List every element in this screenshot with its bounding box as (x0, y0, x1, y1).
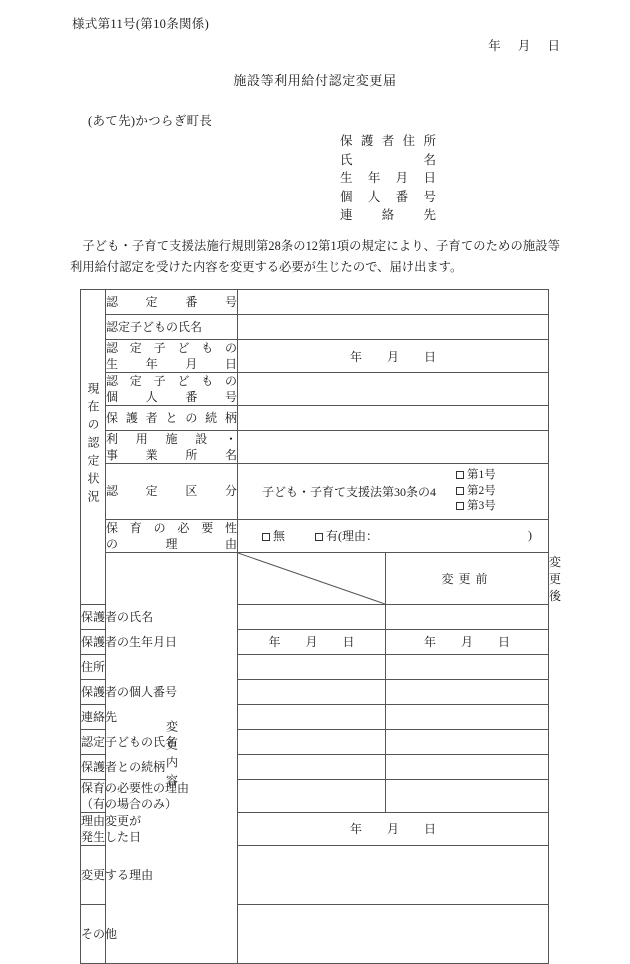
field-guardian-birthdate-before[interactable]: 年 月 日 (238, 629, 386, 654)
row-label-change-relationship: 保 護 者 と の 続 柄 (81, 754, 106, 779)
checkbox-option-3[interactable]: 第3号 (456, 499, 548, 515)
row-label-change-childcare-reason: 保育の必要性の理由 （有の場合のみ） (81, 780, 190, 811)
field-change-child-name-after[interactable] (386, 729, 549, 754)
field-guardian-name-after[interactable] (386, 604, 549, 629)
field-change-childcare-reason-before[interactable] (238, 779, 386, 812)
reason-paren-close: ) (528, 528, 533, 542)
form-number: 様式第11号(第10条関係) (72, 17, 210, 31)
section-current-vertical-label: 現在の認定状況 (81, 290, 106, 605)
date-month-label: 月 (517, 39, 531, 53)
table-row (81, 464, 549, 520)
field-change-relationship-after[interactable] (386, 754, 549, 779)
guardian-birthdate-label: 生 年 月 日 (340, 171, 436, 185)
guardian-contact-label: 連 絡 先 (340, 208, 436, 222)
field-change-reason[interactable] (238, 845, 549, 904)
guardian-name-label: 氏 名 (340, 152, 436, 167)
row-label-contact: 連 絡 先 (81, 704, 106, 729)
table-row: 変更内容 変更前 変更後 (81, 552, 549, 604)
diagonal-line-icon (238, 553, 385, 604)
field-certification-category (238, 464, 549, 520)
row-label-guardian-my-number: 保護者の個人番号 (81, 679, 106, 704)
table-row (81, 431, 549, 464)
checkbox-icon[interactable] (456, 471, 464, 479)
guardian-address-label: 保 護 者 住 所 (340, 134, 436, 148)
field-address-after[interactable] (386, 654, 549, 679)
row-label-other: そ の 他 (81, 904, 106, 963)
row-label-certification-category: 認 定 区 分 (106, 464, 238, 520)
field-contact-before[interactable] (238, 704, 386, 729)
field-reason-change-date[interactable]: 年 月 日 (238, 812, 549, 845)
checkbox-option-1[interactable]: 第1号 (456, 468, 548, 484)
field-childcare-need-reason (238, 519, 549, 552)
row-label-child-my-number: 認 定 子 ど も の 個 人 番 号 (106, 374, 237, 404)
table-row (81, 373, 549, 406)
row-label-change-reason: 変 更 す る 理 由 (81, 845, 106, 904)
corner-diagonal-cell (238, 552, 386, 604)
submission-date-line (488, 36, 560, 54)
date-year-label: 年 (488, 39, 501, 53)
field-guardian-birthdate-after[interactable]: 年 月 日 (386, 629, 549, 654)
certification-law-text: 子ども・子育て支援法第30条の4 (261, 484, 436, 499)
row-label-change-child-name: 認定子どもの氏名 (81, 729, 106, 754)
field-guardian-my-number-before[interactable] (238, 679, 386, 704)
row-label-childcare-need-reason: 保 育 の 必 要 性 の 理 由 (106, 520, 237, 551)
certification-category-options (456, 468, 548, 515)
field-guardian-my-number-after[interactable] (386, 679, 549, 704)
field-certification-number[interactable] (238, 290, 549, 315)
guardian-info-block (340, 132, 436, 225)
field-change-child-name-before[interactable] (238, 729, 386, 754)
field-facility-name[interactable] (238, 431, 549, 464)
column-header-before: 変更前 (386, 552, 549, 604)
field-child-name[interactable] (238, 315, 549, 340)
guardian-my-number-label: 個 人 番 号 (340, 189, 436, 204)
field-address-before[interactable] (238, 654, 386, 679)
field-guardian-name-before[interactable] (238, 604, 386, 629)
document-title: 施設等利用給付認定変更届 (233, 73, 397, 88)
checkbox-icon[interactable] (262, 533, 270, 541)
table-row (81, 290, 549, 315)
checkbox-yes[interactable]: 有(理由： (315, 527, 378, 544)
addressee-line: (あて先)かつらぎ町長 (88, 114, 213, 128)
checkbox-none[interactable]: 無 (262, 527, 285, 544)
body-paragraph: 子ども・子育て支援法施行規則第28条の12第1項の規定により、子育てのための施設等利用給付認定を受けた内容を変更する必要が生じたので、届け出ます。 (70, 239, 560, 274)
row-label-reason-change-date: 理 由 変 更 が 発 生 し た 日 (81, 813, 142, 844)
section-change-vertical-label: 変更内容 (106, 552, 238, 963)
checkbox-icon[interactable] (315, 533, 323, 541)
row-label-address: 住 所 (81, 654, 106, 679)
row-label-child-name: 認定子どもの氏名 (106, 315, 238, 340)
checkbox-icon[interactable] (456, 487, 464, 495)
checkbox-icon[interactable] (456, 502, 464, 510)
form-table (80, 289, 567, 964)
field-relationship[interactable] (238, 406, 549, 431)
date-day-label: 日 (547, 39, 560, 53)
field-contact-after[interactable] (386, 704, 549, 729)
table-row (81, 406, 549, 431)
field-other[interactable] (238, 904, 549, 963)
row-label-guardian-name: 保 護 者 の 氏 名 (81, 604, 106, 629)
field-change-childcare-reason-after[interactable] (386, 779, 549, 812)
row-label-guardian-birthdate: 保護者の生年月日 (81, 629, 106, 654)
table-row (81, 340, 549, 373)
checkbox-option-2[interactable]: 第2号 (456, 484, 548, 500)
row-label-child-birthdate: 認 定 子 ど も の 生 年 月 日 (106, 341, 237, 371)
row-label-relationship: 保 護 者 と の 続 柄 (106, 406, 238, 431)
row-label-certification-number: 認 定 番 号 (106, 290, 238, 315)
row-label-facility-name: 利 用 施 設 ・ 事 業 所 名 (106, 432, 237, 462)
field-child-birthdate[interactable]: 年 月 日 (238, 340, 549, 373)
field-change-relationship-before[interactable] (238, 754, 386, 779)
field-child-my-number[interactable] (238, 373, 549, 406)
table-row (81, 315, 549, 340)
table-row (81, 519, 549, 552)
